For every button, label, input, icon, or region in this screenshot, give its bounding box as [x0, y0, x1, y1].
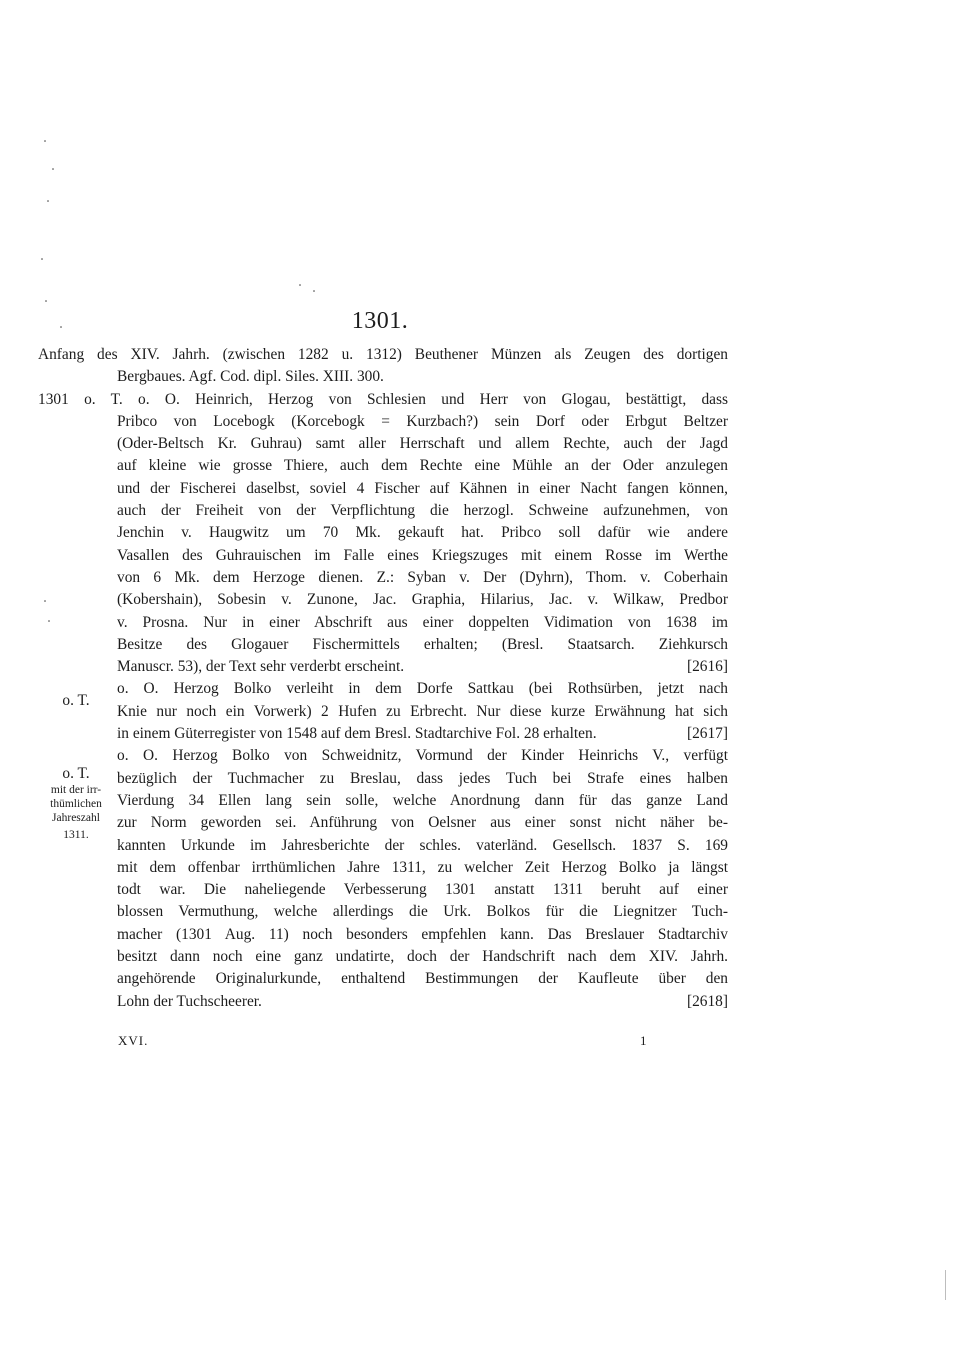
entry-line-text: Manuscr. 53), der Text sehr verderbt erscheint.	[117, 658, 405, 676]
scan-speck	[52, 168, 54, 170]
entry-line-text: in einem Güterregister von 1548 auf dem Bresl. Stadtarchive Fol. 28 erhalten.	[117, 725, 597, 743]
entry-line: auf kleine wie grosse Thiere, auch dem Rechte eine Mühle an der Oder anzulegen	[117, 457, 728, 475]
scan-edge-mark	[945, 1270, 946, 1300]
scan-speck	[299, 284, 301, 286]
entry-line: blossen Vermuthung, welche allerdings die Urk. Bolkos für die Liegnitzer Tuch-	[117, 903, 728, 921]
document-number: [2617]	[686, 725, 728, 743]
document-number: [2616]	[686, 658, 728, 676]
entry-line: auch der Freiheit von der Verpflichtung die herzogl. Schweine aufzunehmen, von	[117, 502, 728, 520]
entry-line: Anfang des XIV. Jahrh. (zwischen 1282 u. 1312) Beuthener Münzen als Zeugen des dortigen	[38, 346, 728, 363]
margin-date-2618: o. T.	[62, 765, 90, 782]
scan-speck	[313, 290, 315, 292]
entry-line: (Oder-Beltsch Kr. Guhrau) samt aller Herrschaft und allem Rechte, auch der Jagd	[117, 435, 728, 453]
entry-line-with-ref	[38, 991, 728, 1013]
document-number: [2618]	[686, 992, 728, 1010]
margin-note-line: mit der irr-	[50, 784, 102, 796]
entry-2618	[38, 745, 728, 1013]
sheet-signature: XVI.	[118, 1033, 149, 1048]
sheet-number: 1	[640, 1033, 647, 1048]
entry-line-with-ref	[38, 656, 728, 678]
entry-2616	[38, 389, 728, 679]
entry-line: Vierdung 34 Ellen lang sein solle, welche Anordnung dann für das ganze Land	[117, 791, 728, 809]
entry-2617	[38, 678, 728, 745]
entry-line: todt war. Die naheliegende Verbesserung 1301 anstatt 1311 beruht auf einer	[117, 881, 728, 899]
entry-beuthen	[38, 344, 728, 389]
entry-line: Jenchin v. Haugwitz um 70 Mk. gekauft hat. Pribco soll dafür wie andere	[117, 524, 728, 542]
entry-line: macher (1301 Aug. 11) noch besonders empfehlen kann. Das Breslauer Stadtarchiv	[117, 925, 728, 943]
entry-line: zur Norm geworden sei. Anführung von Oelsner aus einer sonst nicht näher be-	[117, 814, 728, 832]
margin-date-2617: o. T.	[62, 692, 90, 709]
scan-speck	[44, 140, 46, 142]
entry-line: kannten Urkunde im Jahresberichte der schles. vaterländ. Gesellsch. 1837 S. 169	[117, 836, 728, 854]
entry-line-with-ref	[38, 723, 728, 745]
margin-note-line: Jahreszahl	[52, 812, 100, 824]
entry-line: und der Fischerei daselbst, soviel 4 Fischer auf Kähnen in einer Nacht fangen können,	[117, 479, 728, 497]
entry-line: Vasallen des Guhrauischen im Falle eines Kriegszuges mit einem Rosse im Werthe	[117, 546, 728, 564]
entry-line: angehörende Originalurkunde, enthaltend Bestimmungen der Kaufleute über den	[117, 970, 728, 988]
entry-line: o. O. Herzog Bolko von Schweidnitz, Vormund der Kinder Heinrichs V., verfügt	[117, 747, 728, 765]
entry-line: Pribco von Locebogk (Korcebogk = Kurzbach?) sein Dorf oder Erbgut Beltzer	[117, 412, 728, 430]
year-heading: 1301.	[351, 308, 409, 334]
scan-speck	[47, 200, 49, 202]
entry-line: mit dem offenbar irrthümlichen Jahre 1311, zu welcher Zeit Herzog Bolko ja längst	[117, 858, 728, 876]
entry-line: Bergbaues. Agf. Cod. dipl. Siles. XIII. 300.	[117, 368, 384, 386]
entry-line: bezüglich der Tuchmacher zu Breslau, dass jedes Tuch bei Strafe eines halben	[117, 769, 728, 787]
entry-line: (Kobershain), Sobesin v. Zunone, Jac. Graphia, Hilarius, Jac. v. Wilkaw, Predbor	[117, 591, 728, 609]
scan-speck	[48, 620, 50, 622]
entry-line: v. Prosna. Nur in einer Abschrift aus einer doppelten Vidimation von 1638 im	[117, 613, 728, 631]
entry-line: von 6 Mk. dem Herzoge dienen. Z.: Syban v. Der (Dyhrn), Thom. v. Coberhain	[117, 568, 728, 586]
margin-note-line: thümlichen	[50, 798, 102, 810]
scan-speck	[41, 258, 43, 260]
scan-speck	[45, 300, 47, 302]
margin-note-line: 1311.	[63, 829, 89, 841]
entry-line: Besitze des Glogauer Fischermittels erhalten; (Bresl. Staatsarch. Ziehkursch	[117, 635, 728, 653]
entry-line-text: Lohn der Tuchscheerer.	[117, 992, 262, 1010]
entry-line: Knie nur noch ein Vorwerk) 2 Hufen zu Erbrecht. Nur diese kurze Erwähnung hat sich	[117, 702, 728, 720]
entry-line: o. O. Herzog Bolko verleiht in dem Dorfe Sattkau (bei Rothsürben, jetzt nach	[117, 680, 728, 698]
entry-line: 1301 o. T. o. O. Heinrich, Herzog von Schlesien und Herr von Glogau, bestättigt, dass	[38, 390, 728, 408]
scan-speck	[60, 326, 62, 328]
entry-line: besitzt dann noch eine ganz undatirte, doch der Handschrift nach dem XIV. Jahrh.	[117, 948, 728, 966]
scan-speck	[44, 600, 46, 602]
entries	[38, 344, 728, 1013]
